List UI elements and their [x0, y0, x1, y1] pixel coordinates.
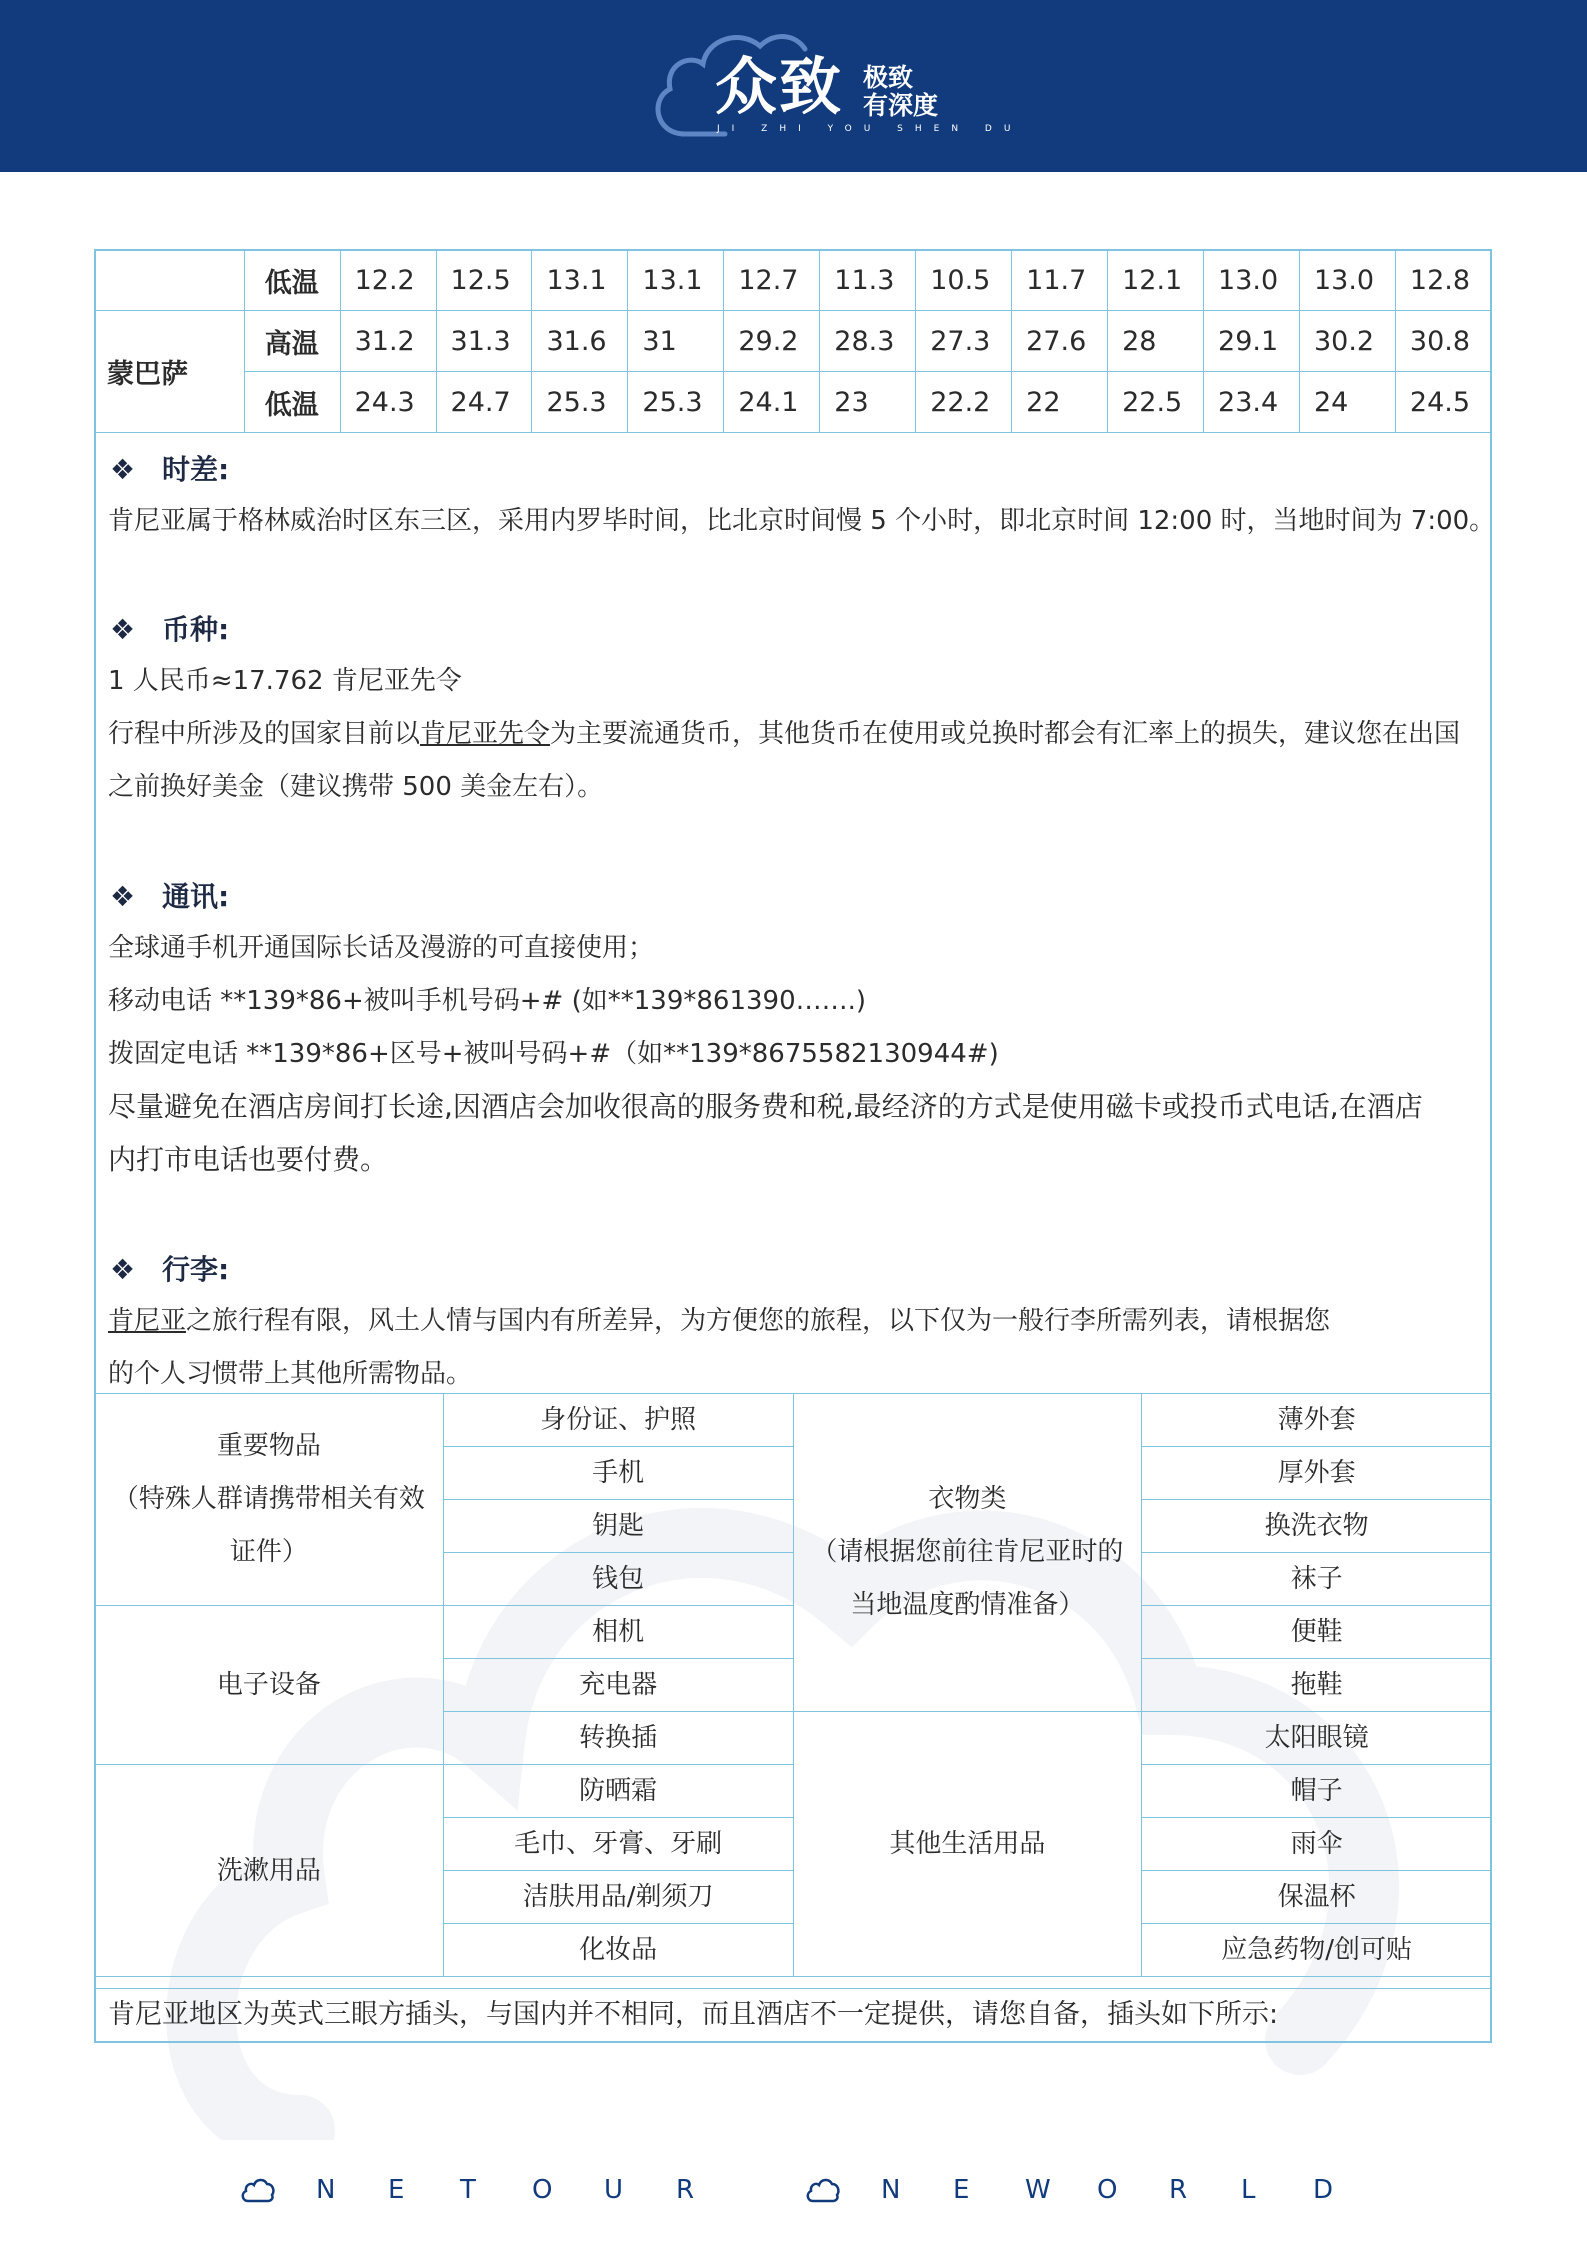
table-row [95, 311, 1492, 372]
temp-cell: 31.2 [340, 311, 436, 372]
section-title-text: 时差: [162, 453, 230, 486]
temp-cell: 24.1 [724, 372, 820, 433]
empty-cell [95, 250, 245, 311]
diamond-bullet-icon: ❖ [110, 1253, 136, 1286]
temp-cell: 23 [820, 372, 916, 433]
temp-cell: 22.5 [1108, 372, 1204, 433]
temp-cell: 12.5 [436, 250, 532, 311]
comm-line-1: 全球通手机开通国际长话及漫游的可直接使用； [108, 933, 655, 963]
comm-line-2: 移动电话 **139*86+被叫手机号码+# (如**139*861390…….) [108, 986, 867, 1016]
item-cell: 化妆品 [443, 1924, 793, 1977]
luggage-line-1 [108, 1303, 1330, 1339]
footer-letter: E [953, 2175, 970, 2205]
temp-cell: 27.6 [1012, 311, 1108, 372]
item-cell: 薄外套 [1142, 1394, 1492, 1447]
temp-cell: 29.2 [724, 311, 820, 372]
temp-cell: 30.2 [1299, 311, 1395, 372]
table-row [95, 1394, 1492, 1447]
category-clothes [793, 1394, 1142, 1712]
timezone-text: 肯尼亚属于格林威治时区东三区，采用内罗毕时间，比北京时间慢 5 个小时，即北京时间 12:00 时，当地时间为 7:00。 [108, 506, 1496, 536]
item-cell: 洁肤用品/剃须刀 [443, 1871, 793, 1924]
temp-cell: 25.3 [532, 372, 628, 433]
section-title-comm [110, 875, 229, 915]
item-cell: 防晒霜 [443, 1765, 793, 1818]
item-cell: 袜子 [1142, 1553, 1492, 1606]
currency-text-line-1 [108, 716, 1460, 752]
diamond-bullet-icon: ❖ [110, 613, 136, 646]
category-other: 其他生活用品 [793, 1712, 1142, 1977]
item-cell: 身份证、护照 [443, 1394, 793, 1447]
temp-cell: 30.8 [1395, 311, 1491, 372]
luggage-table [94, 1393, 1492, 1977]
item-cell: 相机 [443, 1606, 793, 1659]
comm-line-5: 内打市电话也要付费。 [108, 1143, 389, 1176]
temp-cell: 11.3 [820, 250, 916, 311]
cloud-icon [805, 2177, 841, 2203]
footer-letter: E [388, 2175, 405, 2205]
category-line: 重要物品 [216, 1431, 321, 1461]
temp-cell: 12.7 [724, 250, 820, 311]
slogan-line-1: 极致 [863, 63, 914, 92]
temperature-table [94, 249, 1492, 433]
comm-line-3: 拨固定电话 **139*86+区号+被叫号码+#（如**139*8675582130944#) [108, 1039, 999, 1069]
footer-letter: O [532, 2175, 553, 2205]
footer-letter: R [676, 2175, 695, 2205]
temp-cell: 28 [1108, 311, 1204, 372]
category-line: （特殊人群请携带相关有效 [112, 1484, 425, 1514]
brand-pinyin: JI ZHI YOU SHEN DU [717, 124, 1023, 134]
item-cell: 保温杯 [1142, 1871, 1492, 1924]
section-title-luggage [110, 1248, 229, 1288]
temp-cell: 24.5 [1395, 372, 1491, 433]
item-cell: 换洗衣物 [1142, 1500, 1492, 1553]
category-line: 衣物类 [928, 1484, 1007, 1514]
brand-name: 众致 [715, 50, 844, 123]
diamond-bullet-icon: ❖ [110, 453, 136, 486]
footer-letter: O [1097, 2175, 1118, 2205]
item-cell: 毛巾、牙膏、牙刷 [443, 1818, 793, 1871]
temp-cell: 12.8 [1395, 250, 1491, 311]
temp-cell: 13.1 [628, 250, 724, 311]
temp-cell: 22 [1012, 372, 1108, 433]
item-cell: 便鞋 [1142, 1606, 1492, 1659]
category-important [95, 1394, 444, 1606]
brand-logo [645, 24, 1023, 146]
footer-letter: W [1025, 2175, 1051, 2205]
footer-letter: U [604, 2175, 624, 2205]
footer-letter: N [316, 2175, 336, 2205]
temp-cell: 31.3 [436, 311, 532, 372]
text-segment: 行程中所涉及的国家目前以 [108, 719, 421, 749]
temp-cell: 23.4 [1204, 372, 1300, 433]
item-cell: 钥匙 [443, 1500, 793, 1553]
text-segment: 之旅行程有限，风土人情与国内有所差异，为方便您的旅程，以下仅为一般行李所需列表，请根据您 [186, 1306, 1331, 1336]
footer-letter: L [1241, 2175, 1256, 2205]
temp-cell: 13.0 [1299, 250, 1395, 311]
footer-letter: R [1169, 2175, 1188, 2205]
section-title-currency [110, 608, 229, 648]
category-toiletries: 洗漱用品 [95, 1765, 444, 1977]
item-cell: 拖鞋 [1142, 1659, 1492, 1712]
temp-cell: 31 [628, 311, 724, 372]
row-label: 低温 [244, 250, 340, 311]
text-segment: 为主要流通货币，其他货币在使用或兑换时都会有汇率上的损失，建议您在出国 [550, 719, 1461, 749]
item-cell: 钱包 [443, 1553, 793, 1606]
section-title-text: 行李: [162, 1253, 230, 1286]
footer [0, 2175, 1587, 2215]
currency-text-line-2: 之前换好美金（建议携带 500 美金左右）。 [108, 772, 604, 802]
item-cell: 应急药物/创可贴 [1142, 1924, 1492, 1977]
temp-cell: 13.0 [1204, 250, 1300, 311]
currency-rate: 1 人民币≈17.762 肯尼亚先令 [108, 666, 462, 696]
temp-cell: 12.2 [340, 250, 436, 311]
temp-cell: 24.3 [340, 372, 436, 433]
temp-cell: 24.7 [436, 372, 532, 433]
section-title-text: 通讯: [162, 880, 230, 913]
item-cell: 帽子 [1142, 1765, 1492, 1818]
row-label: 高温 [244, 311, 340, 372]
underlined-text: 肯尼亚先令 [420, 719, 551, 749]
temp-cell: 29.1 [1204, 311, 1300, 372]
category-line: 当地温度酌情准备） [850, 1590, 1085, 1620]
diamond-bullet-icon: ❖ [110, 880, 136, 913]
cloud-icon [240, 2177, 276, 2203]
footer-letter: D [1313, 2175, 1334, 2205]
temp-cell: 12.1 [1108, 250, 1204, 311]
temp-cell: 28.3 [820, 311, 916, 372]
category-line: （请根据您前往肯尼亚时的 [811, 1537, 1124, 1567]
city-name: 蒙巴萨 [95, 311, 245, 433]
plug-note: 肯尼亚地区为英式三眼方插头，与国内并不相同，而且酒店不一定提供，请您自备，插头如下所示: [94, 1988, 1492, 2041]
header-bar [0, 0, 1587, 172]
temp-cell: 13.1 [532, 250, 628, 311]
category-electronics: 电子设备 [95, 1606, 444, 1765]
section-title-text: 币种: [162, 613, 230, 646]
item-cell: 雨伞 [1142, 1818, 1492, 1871]
section-title-timezone [110, 448, 229, 488]
temp-cell: 10.5 [916, 250, 1012, 311]
item-cell: 转换插 [443, 1712, 793, 1765]
item-cell: 厚外套 [1142, 1447, 1492, 1500]
temp-cell: 25.3 [628, 372, 724, 433]
row-label: 低温 [244, 372, 340, 433]
item-cell: 手机 [443, 1447, 793, 1500]
luggage-line-2: 的个人习惯带上其他所需物品。 [108, 1359, 473, 1389]
slogan-line-2: 有深度 [863, 91, 939, 120]
table-row [95, 372, 1492, 433]
footer-word-netour [240, 2175, 748, 2205]
footer-letter: N [881, 2175, 901, 2205]
footer-word-neworld [805, 2175, 1385, 2205]
temp-cell: 22.2 [916, 372, 1012, 433]
category-line: 证件） [229, 1537, 308, 1567]
brand-slogan [863, 64, 953, 120]
footer-letter: T [460, 2175, 476, 2205]
temp-cell: 31.6 [532, 311, 628, 372]
item-cell: 太阳眼镜 [1142, 1712, 1492, 1765]
item-cell: 充电器 [443, 1659, 793, 1712]
comm-line-4: 尽量避免在酒店房间打长途,因酒店会加收很高的服务费和税,最经济的方式是使用磁卡或投币式电话,在酒店 [108, 1090, 1423, 1123]
table-row [95, 250, 1492, 311]
temp-cell: 27.3 [916, 311, 1012, 372]
underlined-text: 肯尼亚 [108, 1306, 187, 1336]
temp-cell: 24 [1299, 372, 1395, 433]
temp-cell: 11.7 [1012, 250, 1108, 311]
